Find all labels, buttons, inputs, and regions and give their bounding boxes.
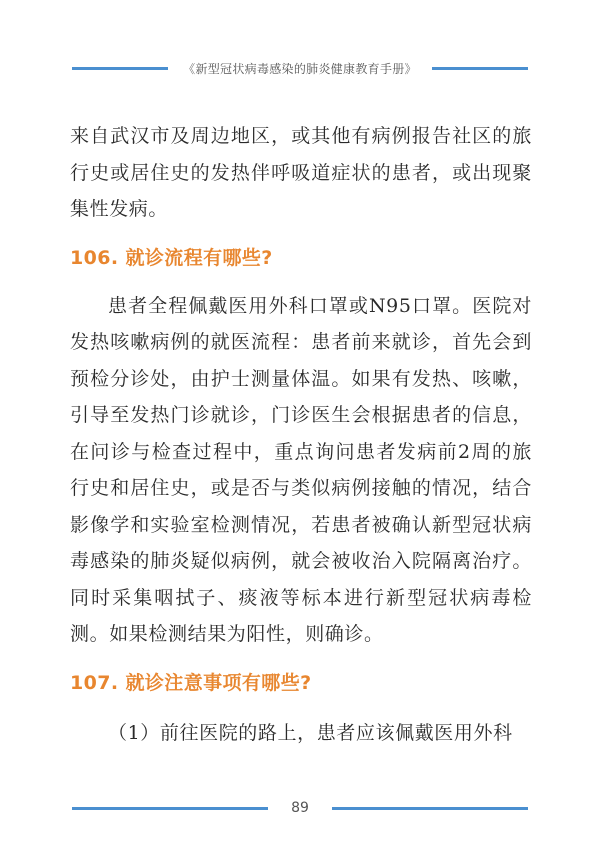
header-rule-right	[432, 67, 528, 70]
section-heading-107: 107. 就诊注意事项有哪些?	[70, 671, 312, 694]
header-rule-left	[72, 67, 168, 70]
section-heading-106: 106. 就诊流程有哪些?	[70, 246, 273, 269]
page-footer	[72, 798, 528, 818]
page-number: 89	[291, 800, 309, 816]
book-title: 《新型冠状病毒感染的肺炎健康教育手册》	[183, 61, 417, 76]
paragraph-continuation: 来自武汉市及周边地区，或其他有病例报告社区的旅行史或居住史的发热伴呼吸道症状的患者，或出现聚集性发病。	[70, 125, 532, 220]
footer-rule-right	[332, 807, 528, 810]
footer-rule-left	[72, 807, 268, 810]
paragraph-visit-process: 患者全程佩戴医用外科口罩或N95口罩。医院对发热咳嗽病例的就医流程：患者前来就诊，首先会到预检分诊处，由护士测量体温。如果有发热、咳嗽，引导至发热门诊就诊，门诊医生会根据患者的信息，在问诊与检查过程中，重点询问患者发病前2周的旅行史和居住史，或是否与类似病例接触的情况，结合影像学和实验室检测情况，若患者被确认新型冠状病毒感染的肺炎疑似病例，就会被收治入院隔离治疗。同时采集咽拭子、痰液等标本进行新型冠状病毒检测。如果检测结果为阳性，则确诊。	[70, 294, 532, 645]
page-content	[70, 118, 532, 751]
paragraph-precautions: （1）前往医院的路上，患者应该佩戴医用外科	[108, 721, 513, 744]
page-header	[72, 58, 528, 78]
